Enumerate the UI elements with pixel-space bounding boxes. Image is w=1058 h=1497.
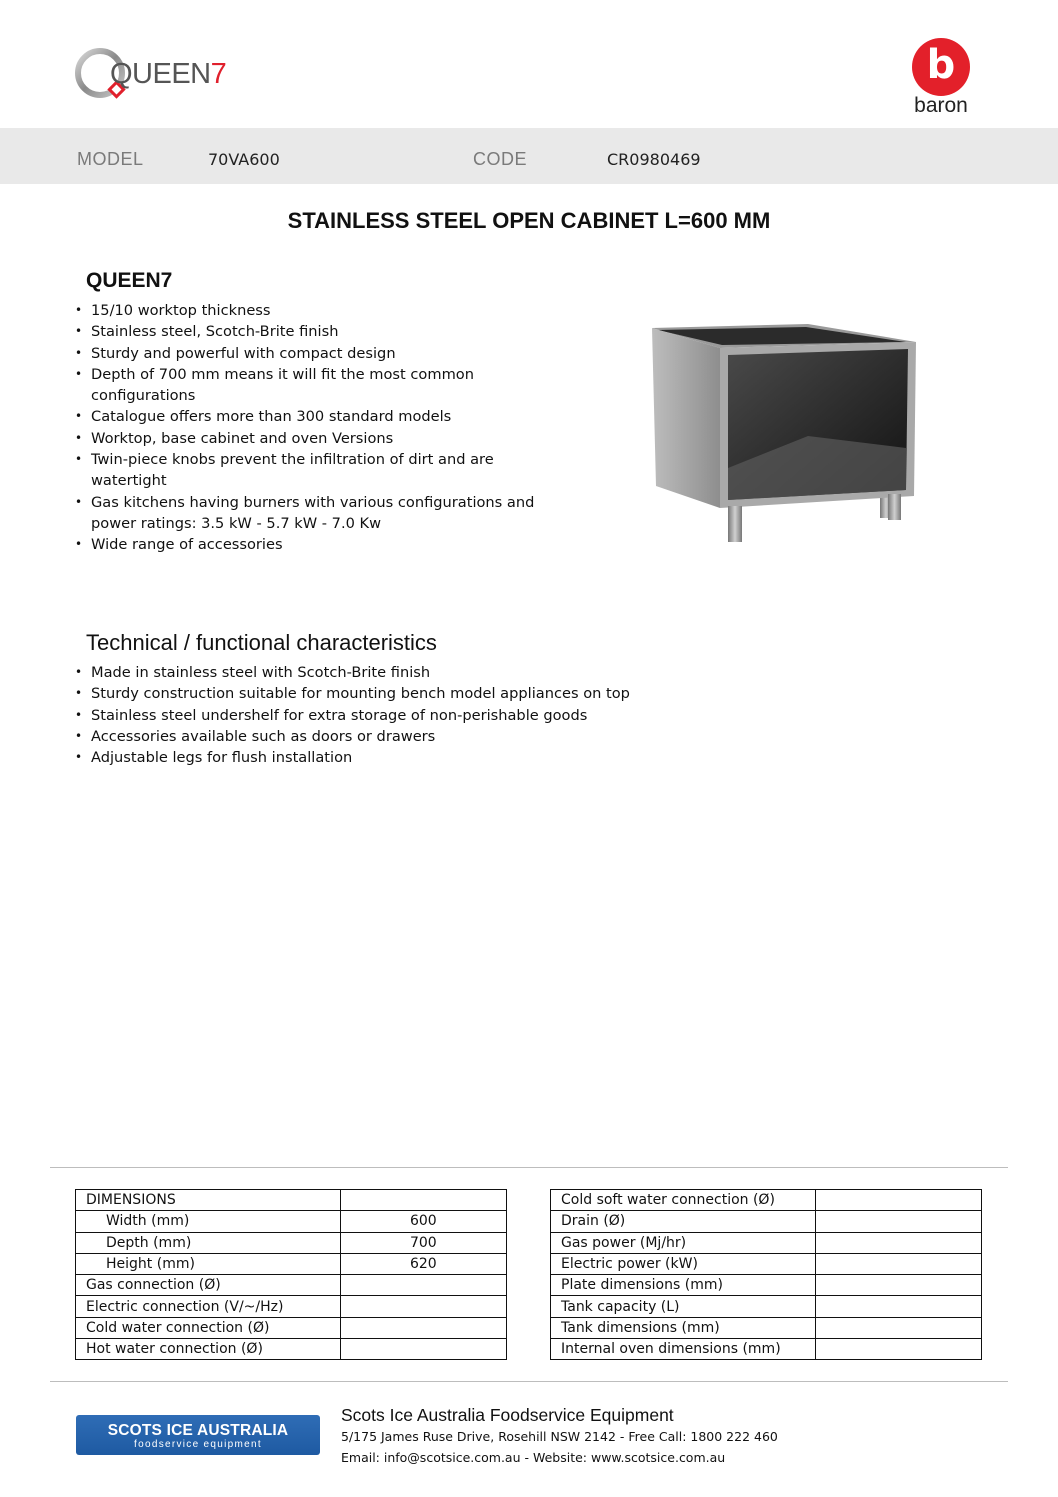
spec-row: [551, 1190, 982, 1211]
divider-top: [50, 1167, 1008, 1168]
scots-ice-logo: [76, 1415, 320, 1455]
spec-value: [340, 1296, 506, 1317]
open-cabinet-illustration: [648, 318, 924, 544]
spec-label: Hot water connection (Ø): [76, 1339, 341, 1360]
spec-value: [815, 1211, 981, 1232]
spec-row: [76, 1317, 507, 1338]
features-heading: QUEEN7: [86, 269, 173, 292]
spec-value: 700: [340, 1232, 506, 1253]
spec-value: 620: [340, 1253, 506, 1274]
spec-label: Electric power (kW): [551, 1253, 816, 1274]
baron-logo: [906, 38, 976, 118]
bullet-item: • Wide range of accessories: [74, 534, 534, 555]
spec-value: [815, 1296, 981, 1317]
bullet-item: configurations: [91, 387, 196, 405]
spec-label: Cold water connection (Ø): [76, 1317, 341, 1338]
spec-row: [76, 1296, 507, 1317]
spec-row: [76, 1211, 507, 1232]
spec-value: [340, 1339, 506, 1360]
spec-label: DIMENSIONS: [76, 1190, 341, 1211]
bullet-item: • Accessories available such as doors or drawers: [74, 726, 630, 747]
technical-heading: Technical / functional characteristics: [86, 630, 437, 655]
spec-label: Tank capacity (L): [551, 1296, 816, 1317]
bullet-item: • Depth of 700 mm means it will fit the most common: [74, 364, 534, 385]
spec-value: [815, 1253, 981, 1274]
spec-label: Cold soft water connection (Ø): [551, 1190, 816, 1211]
code-label: CODE: [473, 149, 528, 169]
divider-bottom: [50, 1381, 1008, 1382]
spec-value: [815, 1339, 981, 1360]
spec-value: [815, 1275, 981, 1296]
footer-contact: Email: info@scotsice.com.au - Website: www.scotsice.com.au: [341, 1450, 726, 1465]
spec-label: Height (mm): [76, 1253, 341, 1274]
spec-row: [76, 1232, 507, 1253]
spec-row: [551, 1317, 982, 1338]
spec-row: [551, 1296, 982, 1317]
spec-label: Internal oven dimensions (mm): [551, 1339, 816, 1360]
model-label: MODEL: [77, 149, 144, 169]
spec-value: [340, 1317, 506, 1338]
spec-label: Gas power (Mj/hr): [551, 1232, 816, 1253]
spec-value: [815, 1190, 981, 1211]
spec-label: Drain (Ø): [551, 1211, 816, 1232]
code-value: CR0980469: [607, 150, 701, 169]
spec-label: Width (mm): [76, 1211, 341, 1232]
spec-row: [76, 1339, 507, 1360]
bullet-item: • Sturdy construction suitable for mounting bench model appliances on top: [74, 683, 630, 704]
queen7-logo-number: 7: [210, 58, 227, 90]
bullet-item: • Sturdy and powerful with compact design: [74, 343, 534, 364]
queen7-logo: [72, 46, 232, 106]
bullet-item: watertight: [91, 472, 167, 490]
bullet-item: • Stainless steel undershelf for extra storage of non-perishable goods: [74, 705, 630, 726]
spec-label: Gas connection (Ø): [76, 1275, 341, 1296]
spec-table-left: [75, 1189, 507, 1360]
scots-ice-logo-title: SCOTS ICE AUSTRALIA: [107, 1422, 289, 1439]
spec-row: [551, 1339, 982, 1360]
baron-logo-circle: [912, 38, 970, 96]
spec-value: 600: [340, 1211, 506, 1232]
bullet-item: • Stainless steel, Scotch-Brite finish: [74, 321, 534, 342]
spec-label: Electric connection (V/~/Hz): [76, 1296, 341, 1317]
bullet-item: • Made in stainless steel with Scotch-Brite finish: [74, 662, 630, 683]
technical-list: [74, 662, 630, 768]
product-image: [648, 318, 924, 544]
product-title: STAINLESS STEEL OPEN CABINET L=600 MM: [287, 208, 771, 233]
spec-value: [815, 1232, 981, 1253]
baron-logo-letter: b: [926, 42, 956, 88]
features-list: [74, 300, 534, 556]
baron-logo-name: baron: [914, 94, 968, 117]
spec-row: [76, 1190, 507, 1211]
spec-row: [76, 1275, 507, 1296]
spec-value: [815, 1317, 981, 1338]
footer-company-name: Scots Ice Australia Foodservice Equipment: [341, 1405, 674, 1425]
bullet-item: • Catalogue offers more than 300 standard models: [74, 406, 534, 427]
spec-row: [76, 1253, 507, 1274]
spec-table-right: [550, 1189, 982, 1360]
scots-ice-logo-subtitle: foodservice equipment: [134, 1439, 262, 1450]
bullet-item: • Worktop, base cabinet and oven Versions: [74, 428, 534, 449]
spec-row: [551, 1232, 982, 1253]
bullet-item: • Adjustable legs for flush installation: [74, 747, 630, 768]
bullet-item: • 15/10 worktop thickness: [74, 300, 534, 321]
spec-row: [551, 1275, 982, 1296]
model-code-bar: [0, 128, 1058, 184]
footer-address: 5/175 James Ruse Drive, Rosehill NSW 2142 - Free Call: 1800 222 460: [341, 1429, 778, 1444]
spec-label: Tank dimensions (mm): [551, 1317, 816, 1338]
bullet-item: • Gas kitchens having burners with various configurations and: [74, 492, 534, 513]
bullet-item: • Twin-piece knobs prevent the infiltration of dirt and are: [74, 449, 534, 470]
spec-label: Depth (mm): [76, 1232, 341, 1253]
queen7-logo-word: QUEEN: [110, 58, 211, 90]
model-value: 70VA600: [208, 150, 280, 169]
bullet-item: power ratings: 3.5 kW - 5.7 kW - 7.0 Kw: [91, 514, 382, 532]
spec-row: [551, 1253, 982, 1274]
spec-label: Plate dimensions (mm): [551, 1275, 816, 1296]
spec-value: [340, 1275, 506, 1296]
spec-row: [551, 1211, 982, 1232]
spec-value: [340, 1190, 506, 1211]
